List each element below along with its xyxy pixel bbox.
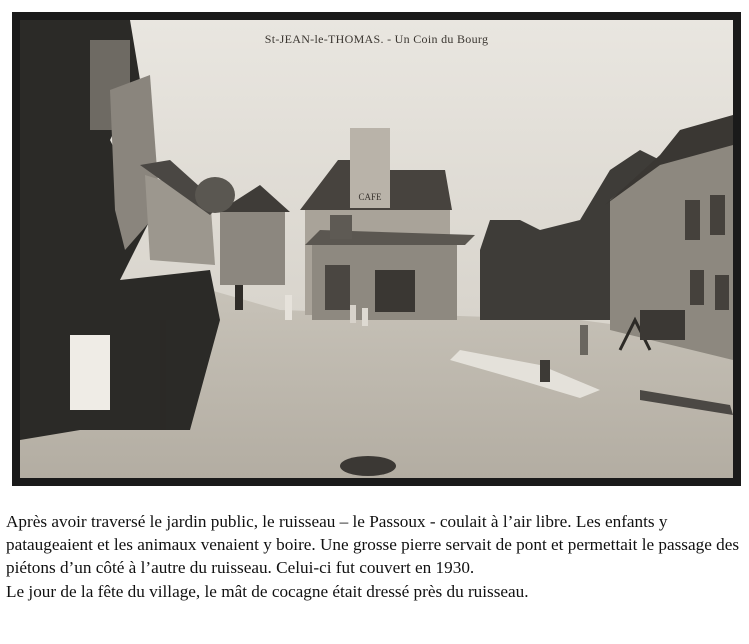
right-window-2 <box>710 195 725 235</box>
photo-frame <box>12 12 741 486</box>
child-4 <box>540 360 550 382</box>
description-text <box>6 510 746 603</box>
photo-caption-title: St-JEAN-le-THOMAS. - Un Coin du Bourg <box>264 32 489 46</box>
cafe-sign: CAFE <box>358 192 382 202</box>
right-window-3 <box>690 270 704 305</box>
horse-cart <box>640 310 685 340</box>
post <box>160 320 166 430</box>
cafe-window-upper <box>330 215 352 239</box>
right-window-1 <box>685 200 700 240</box>
hanging-cloth <box>70 335 110 410</box>
person-2 <box>285 295 292 320</box>
dog <box>340 456 396 476</box>
paragraph-1: Après avoir traversé le jardin public, le ruisseau – le Passoux - coulait à l’air libre. Les enfants y pataugeaient et les animaux venaient y boire. Une grosse pierre servait de pont et permettait le passage des piétons d’un côté à l’autre du ruisseau. Celui-ci fut couvert en 1930. <box>6 512 740 578</box>
right-window-4 <box>715 275 729 310</box>
child-1 <box>350 305 356 323</box>
photo-illustration <box>20 20 733 478</box>
person-1 <box>235 285 243 310</box>
child-2 <box>362 308 368 326</box>
village-street-photo <box>20 20 733 478</box>
distant-tree <box>195 177 235 213</box>
paragraph-2: Le jour de la fête du village, le mât de cocagne était dressé près du ruisseau. <box>6 581 529 601</box>
cafe-door <box>375 270 415 312</box>
child-3 <box>580 325 588 355</box>
cafe-window-left <box>325 265 350 310</box>
